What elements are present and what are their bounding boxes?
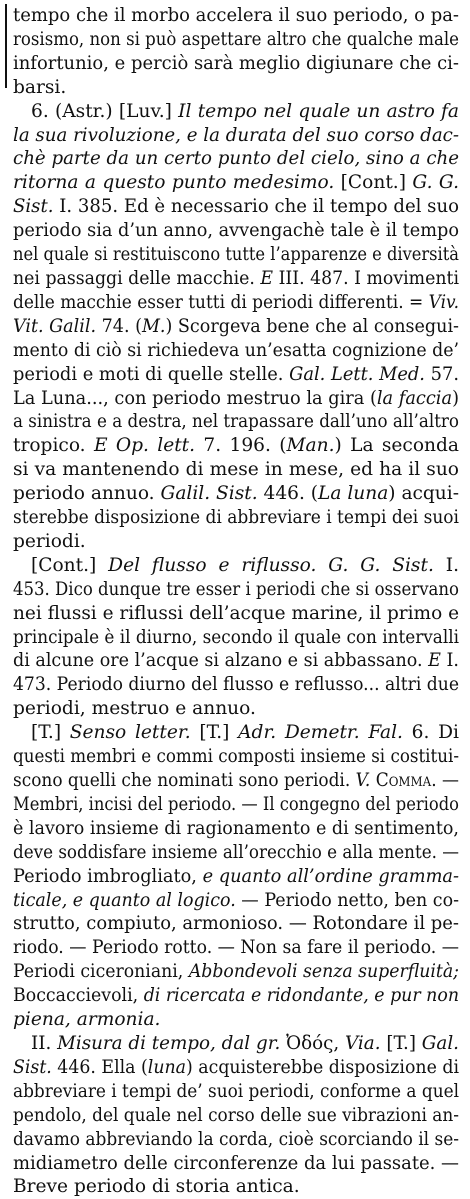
text-line <box>13 793 459 817</box>
text-run: pendolo, del quale nel corso delle sue vibrazioni an- <box>13 1104 459 1126</box>
text-run: rosismo, non si può aspettare altro che qualche male <box>13 28 459 50</box>
italic-run: e quanto all’ordine gramma- <box>202 865 459 887</box>
text-line <box>13 673 459 697</box>
italic-run: Galil. Sist. <box>160 483 258 505</box>
text-run: . — <box>431 770 459 791</box>
text-line-content <box>13 960 459 984</box>
text-line-content <box>13 793 459 817</box>
italic-run: G. G. <box>412 172 459 194</box>
text-line <box>13 865 459 889</box>
text-run: La Luna..., con periodo mestruo la gira ( <box>13 387 377 409</box>
text-line-content <box>13 267 459 291</box>
text-run: abbreviare i tempi de’ suoi periodi, conforme a quel <box>13 1080 459 1102</box>
text-line <box>13 1152 459 1176</box>
text-line <box>13 291 459 315</box>
italic-run: E Op. lett. <box>93 435 196 457</box>
italic-run: chè parte da un certo punto del cielo, sino a che <box>13 148 459 170</box>
text-run: 453. Dico dunque tre esser i periodi che si osservano <box>13 578 459 600</box>
text-line-content <box>13 984 459 1008</box>
text-line <box>13 52 459 76</box>
text-line <box>13 936 459 960</box>
text-run: tropico. <box>13 435 94 457</box>
text-run: Periodi ciceroniani, <box>13 961 189 983</box>
text-run: 74. ( <box>96 315 142 337</box>
text-line <box>13 147 459 171</box>
text-line-content <box>31 100 459 124</box>
text-line-content <box>13 4 459 28</box>
italic-run: E <box>428 650 441 672</box>
text-run: strutto, compiuto, armonioso. — Rotondare il pe- <box>13 913 459 935</box>
italic-run: Del flusso e riflusso. G. G. Sist. <box>108 554 434 576</box>
text-run: nei passaggi delle macchie. <box>13 267 261 289</box>
text-line-content <box>13 769 459 793</box>
text-line-content <box>13 52 459 76</box>
text-line <box>13 482 459 506</box>
text-line-content <box>13 315 459 339</box>
text-line <box>13 363 459 387</box>
text-line-content <box>13 482 459 506</box>
text-line <box>13 1032 459 1056</box>
text-line-content <box>31 554 459 578</box>
text-line <box>13 578 459 602</box>
text-line <box>13 1104 459 1128</box>
text-line <box>13 267 459 291</box>
italic-run: piena, armonia. <box>13 1009 161 1031</box>
text-run: [Cont.] <box>31 554 109 576</box>
text-line <box>13 1056 459 1080</box>
text-run: Periodo imbrogliato, <box>13 865 203 887</box>
text-line-content <box>31 1032 459 1056</box>
text-line-content <box>13 1104 459 1128</box>
text-line <box>13 1080 459 1104</box>
italic-run: Via. <box>345 1032 381 1054</box>
italic-run: Senso letter. <box>69 722 191 744</box>
text-line <box>13 817 459 841</box>
text-line <box>13 410 459 434</box>
italic-run: Sist. <box>13 1056 52 1078</box>
italic-run: Il tempo nel quale un astro fa <box>178 100 459 122</box>
text-line-content <box>13 626 459 650</box>
text-run: 7. 196. ( <box>195 435 287 457</box>
text-line-content <box>13 697 256 721</box>
text-run: principale è il diurno, secondo il quale con intervalli <box>13 626 459 648</box>
text-run: I. <box>433 554 459 576</box>
text-run: delle macchie esser tutti di periodi differenti. = <box>13 291 429 313</box>
italic-run: Man. <box>286 435 335 457</box>
italic-run: ritorna a questo punto medesimo. <box>13 172 335 194</box>
text-line-content <box>13 912 459 936</box>
text-run: ) acquisterebbe disposizione di <box>185 1056 459 1078</box>
text-run: ) Scorgeva bene che al consegui- <box>165 315 459 337</box>
text-run: — Periodo netto, ben co- <box>235 889 459 911</box>
text-line <box>13 458 459 482</box>
italic-run: Misura di tempo, dal gr. <box>57 1032 281 1054</box>
text-line-content <box>13 171 459 195</box>
text-run: [T.] <box>380 1032 422 1054</box>
text-line <box>13 554 459 578</box>
text-line-content <box>31 721 459 745</box>
text-run: deve soddisfare insieme all’orecchio e alla mente. — <box>13 841 459 863</box>
text-line <box>13 841 459 865</box>
text-line <box>13 602 459 626</box>
text-run: mento di ciò si richiedeva un’esatta cognizione de’ <box>13 339 459 361</box>
text-line-content <box>13 578 459 602</box>
text-run: periodi e moti di quelle stelle. <box>13 363 290 385</box>
text-run: a sinistra e a destra, nel trapassare dall’uno all’altro <box>13 411 459 433</box>
text-run: si va mantenendo di mese in mese, ed ha il suo <box>13 459 459 481</box>
text-run: [Cont.] <box>334 172 413 194</box>
text-line <box>13 124 459 148</box>
text-line-content <box>13 1175 300 1199</box>
text-line <box>13 387 459 411</box>
text-run: questi membri e commi composti insieme si costitui- <box>13 746 459 768</box>
text-line-content <box>13 602 459 626</box>
italic-run: Abbondevoli senza superfluità; <box>188 961 459 983</box>
text-line-content <box>13 147 459 171</box>
text-line-content <box>13 673 459 697</box>
text-line <box>13 721 459 745</box>
italic-run: Gal. <box>421 1032 459 1054</box>
text-line <box>13 434 459 458</box>
text-line <box>13 889 459 913</box>
text-line-content <box>13 28 459 52</box>
italic-run: Adr. Demetr. Fal. <box>238 722 403 744</box>
text-run: periodo annuo. <box>13 483 161 505</box>
text-line-content <box>13 434 459 458</box>
text-line <box>13 4 459 28</box>
text-run: periodi, mestruo e annuo. <box>13 698 256 720</box>
text-line-content <box>13 339 459 363</box>
italic-run: Sist. <box>13 196 54 218</box>
text-line-content <box>13 291 459 315</box>
text-line <box>13 195 459 219</box>
italic-run: Gal. Lett. Med. <box>289 363 425 385</box>
text-run: barsi. <box>13 76 67 98</box>
text-run: Boccaccievoli, <box>13 985 144 1007</box>
text-run: ) La seconda <box>334 435 459 457</box>
text-run: Membri, incisi del periodo. — Il congegno del periodo <box>13 793 459 815</box>
text-run: infortunio, e perciò sarà meglio digiunare che ci- <box>13 52 459 74</box>
text-run: nel quale si restituiscono tutte l’apparenze e diversità <box>13 244 459 266</box>
small-caps-run: Comma <box>375 770 432 791</box>
text-run: periodo sia d’un anno, avvengachè tale è il tempo <box>13 220 459 242</box>
text-run: Ὀδός, <box>280 1032 346 1054</box>
italic-run: luna <box>147 1056 186 1078</box>
text-run: scono quelli che nominati sono periodi. <box>13 770 356 791</box>
text-run: midiametro delle circonferenze da lui passate. — <box>13 1152 459 1174</box>
text-run: è lavoro insieme di ragionamento e di sentimento, <box>13 817 459 839</box>
text-run: [T.] <box>190 722 239 744</box>
text-line <box>13 315 459 339</box>
text-line <box>13 745 459 769</box>
text-line-content <box>13 195 459 219</box>
text-line <box>13 530 459 554</box>
text-line <box>13 912 459 936</box>
text-line-content <box>13 387 459 411</box>
text-line-content <box>13 1008 160 1032</box>
text-run: 446. Ella ( <box>51 1056 148 1078</box>
text-run: I. 385. Ed è necessario che il tempo del suo <box>53 196 460 218</box>
text-run: 446. ( <box>257 483 319 505</box>
text-line <box>13 697 459 721</box>
text-line-content <box>13 1080 459 1104</box>
text-line <box>13 28 459 52</box>
text-run: 473. Periodo diurno del flusso e reflusso... altri due <box>13 674 459 696</box>
text-run: tempo che il morbo accelera il suo periodo, o pa- <box>13 5 459 26</box>
text-run: 6. Di <box>402 722 459 744</box>
text-line-content <box>13 410 459 434</box>
text-line-content <box>13 124 459 148</box>
text-run: riodo. — Periodo rotto. — Non sa fare il periodo. — <box>13 937 459 959</box>
text-line <box>13 960 459 984</box>
text-line-content <box>13 745 459 769</box>
text-line-content <box>13 936 459 960</box>
italic-run: Viv. <box>428 291 459 313</box>
text-line <box>13 171 459 195</box>
text-line-content <box>13 363 459 387</box>
text-run: ) acqui- <box>388 483 459 505</box>
text-run: 57. <box>424 363 459 385</box>
text-line-content <box>13 841 459 865</box>
italic-run: di ricercata e ridondante, e pur non <box>143 985 459 1007</box>
text-line <box>13 1175 459 1199</box>
text-run: Breve periodo di storia antica. <box>13 1176 300 1198</box>
italic-run: La luna <box>318 483 389 505</box>
text-line-content <box>13 506 459 530</box>
text-line <box>13 243 459 267</box>
text-line <box>13 626 459 650</box>
italic-run: Vit. Galil. <box>13 315 97 337</box>
italic-run: ticale, e quanto al logico. <box>13 889 236 911</box>
text-line <box>13 339 459 363</box>
text-line-content <box>13 1128 459 1152</box>
dictionary-text-column <box>13 4 459 1199</box>
text-line-content <box>13 649 459 673</box>
text-line-content <box>13 1056 459 1080</box>
text-line <box>13 76 459 100</box>
text-line <box>13 100 459 124</box>
text-line-content <box>13 817 459 841</box>
text-line <box>13 219 459 243</box>
text-line <box>13 984 459 1008</box>
text-run: 6. (Astr.) [Luv.] <box>31 100 179 122</box>
text-line-content <box>13 219 459 243</box>
text-run: sterebbe disposizione di abbreviare i tempi dei suoi <box>13 507 459 529</box>
text-run: di alcune ore l’acque si alzano e si abbassano. <box>13 650 429 672</box>
text-run: III. 487. I movimenti <box>273 267 459 289</box>
text-line <box>13 506 459 530</box>
text-line-content <box>13 865 459 889</box>
margin-rule <box>5 4 7 88</box>
text-run: ) <box>452 387 459 409</box>
text-run: nei flussi e riflussi dell’acque marine, il primo e <box>13 602 459 624</box>
text-line <box>13 1008 459 1032</box>
text-line-content <box>13 889 459 913</box>
text-run: II. <box>31 1032 58 1054</box>
text-run: I. <box>440 650 459 672</box>
italic-run: M. <box>141 315 166 337</box>
text-run: periodi. <box>13 530 86 552</box>
text-line-content <box>13 76 66 100</box>
text-run: davamo abbreviando la corda, cioè scorciando il se- <box>13 1128 459 1150</box>
text-line-content <box>13 458 459 482</box>
italic-run: E <box>260 267 274 289</box>
text-run: [T.] <box>31 722 70 744</box>
text-line-content <box>13 530 86 554</box>
text-line-content <box>13 243 459 267</box>
italic-run: la faccia <box>376 387 453 409</box>
text-line-content <box>13 1152 459 1176</box>
text-line <box>13 769 459 793</box>
italic-run: la sua rivoluzione, e la durata del suo corso dac- <box>13 124 459 146</box>
text-line <box>13 649 459 673</box>
italic-run: V. <box>355 770 371 791</box>
text-line <box>13 1128 459 1152</box>
